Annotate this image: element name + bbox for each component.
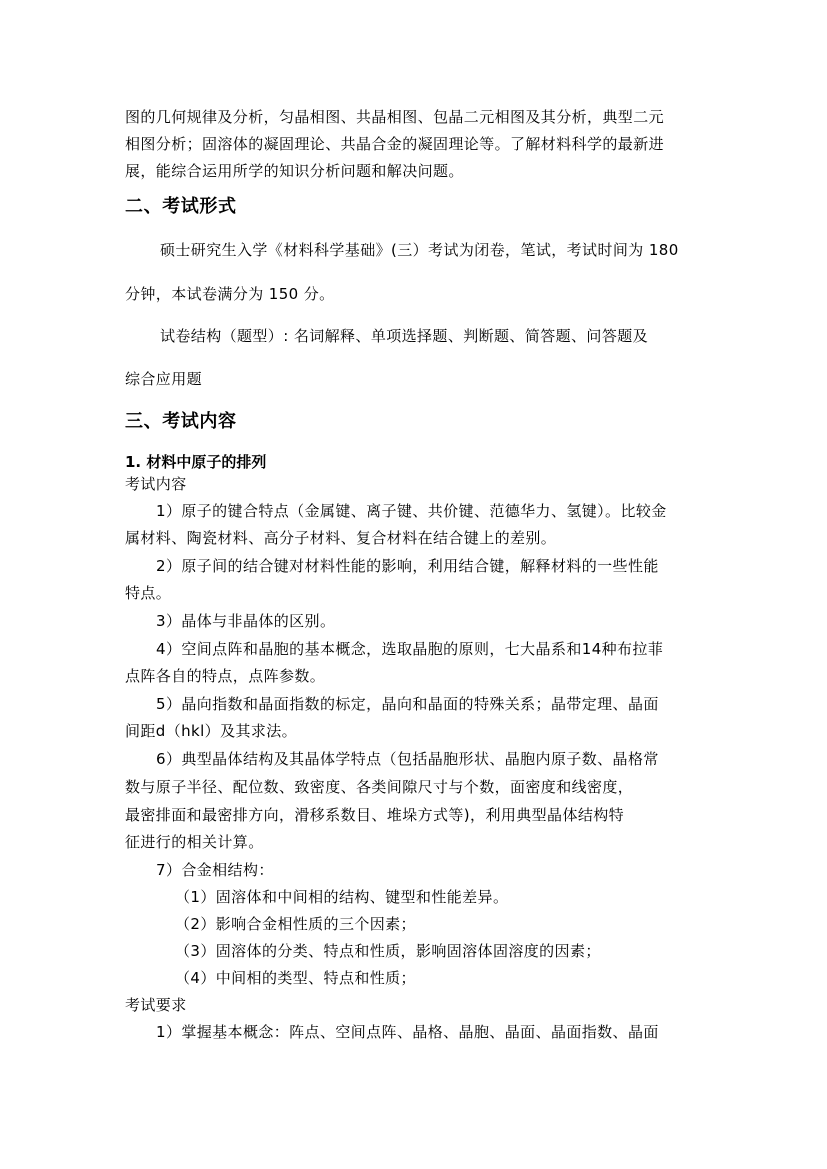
item-1-line-1: 1）原子的键合特点（金属键、离子键、共价键、范德华力、氢键）。比较金 xyxy=(156,502,667,520)
item-6-line-3: 最密排面和最密排方向，滑移系数目、堆垛方式等)，利用典型晶体结构特 xyxy=(125,806,625,824)
section-3-heading: 三、考试内容 xyxy=(125,411,237,432)
requirements-label: 考试要求 xyxy=(125,996,187,1014)
item-6-line-2: 数与原子半径、配位数、致密度、各类间隙尺寸与个数，面密度和线密度， xyxy=(125,778,634,796)
item-2-line-2: 特点。 xyxy=(125,584,172,602)
intro-line-3: 展，能综合运用所学的知识分析问题和解决问题。 xyxy=(125,162,464,180)
item-1-line-2: 属材料、陶瓷材料、高分子材料、复合材料在结合键上的差别。 xyxy=(125,529,557,547)
subsection-1-title: 1. 材料中原子的排列 xyxy=(125,453,267,471)
content-label: 考试内容 xyxy=(125,475,187,493)
item-6-line-4: 征进行的相关计算。 xyxy=(125,833,264,851)
exam-structure-line-2: 综合应用题 xyxy=(125,370,203,388)
item-4-line-2: 点阵各自的特点，点阵参数。 xyxy=(125,667,326,685)
exam-structure-line-1: 试卷结构（题型）: 名词解释、单项选择题、判断题、简答题、问答题及 xyxy=(160,327,649,345)
item-7-sub-3: （3）固溶体的分类、特点和性质，影响固溶体固溶度的因素； xyxy=(175,942,601,960)
exam-format-line-2: 分钟，本试卷满分为 150 分。 xyxy=(125,285,335,303)
item-4-line-1: 4）空间点阵和晶胞的基本概念，选取晶胞的原则，七大晶系和14种布拉菲 xyxy=(156,640,664,658)
item-5-line-2: 间距d（hkl）及其求法。 xyxy=(125,722,298,740)
item-3-line-1: 3）晶体与非晶体的区别。 xyxy=(156,612,336,630)
item-7-sub-2: （2）影响合金相性质的三个因素； xyxy=(175,915,416,933)
requirement-1-line-1: 1）掌握基本概念：阵点、空间点阵、晶格、晶胞、晶面、晶面指数、晶面 xyxy=(156,1023,659,1041)
item-7-line-1: 7）合金相结构： xyxy=(156,861,274,879)
item-7-sub-4: （4）中间相的类型、特点和性质； xyxy=(175,969,416,987)
item-6-line-1: 6）典型晶体结构及其晶体学特点（包括晶胞形状、晶胞内原子数、晶格常 xyxy=(156,750,659,768)
intro-line-2: 相图分析；固溶体的凝固理论、共晶合金的凝固理论等。了解材料科学的最新进 xyxy=(125,135,665,153)
section-2-heading: 二、考试形式 xyxy=(125,196,237,217)
item-2-line-1: 2）原子间的结合键对材料性能的影响，利用结合键，解释材料的一些性能 xyxy=(156,557,659,575)
intro-line-1: 图的几何规律及分析，匀晶相图、共晶相图、包晶二元相图及其分析，典型二元 xyxy=(125,108,665,126)
item-7-sub-1: （1）固溶体和中间相的结构、键型和性能差异。 xyxy=(175,888,509,906)
exam-format-line-1: 硕士研究生入学《材料科学基础》(三）考试为闭卷，笔试，考试时间为 180 xyxy=(160,241,679,259)
item-5-line-1: 5）晶向指数和晶面指数的标定，晶向和晶面的特殊关系；晶带定理、晶面 xyxy=(156,695,659,713)
